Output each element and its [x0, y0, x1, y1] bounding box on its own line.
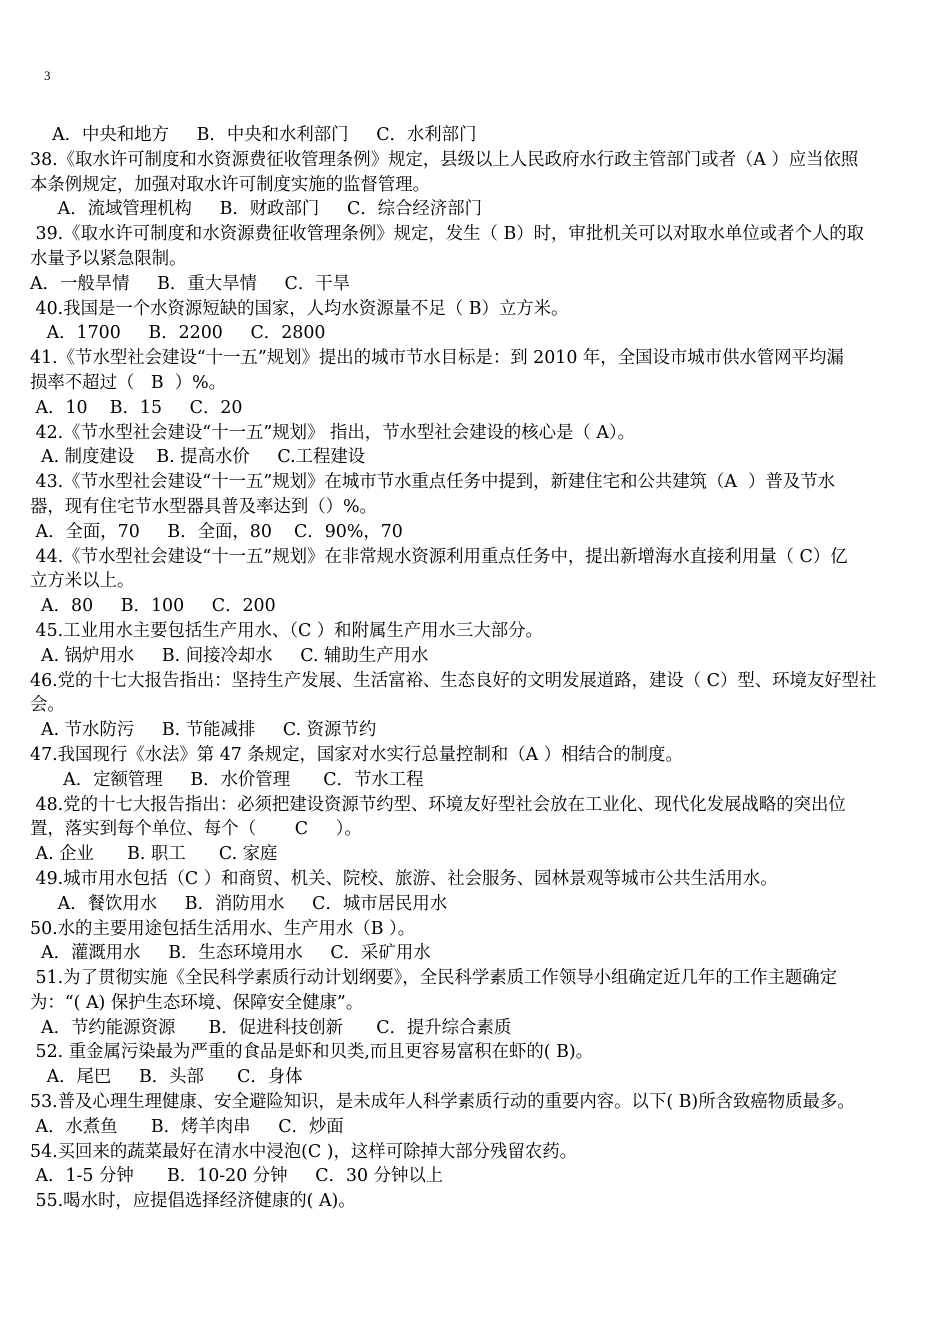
page-number: 3 — [44, 68, 51, 83]
text-line: 54.买回来的蔬菜最好在清水中浸泡(C )，这样可除掉大部分残留农药。 — [30, 1141, 578, 1162]
text-line: 41.《节水型社会建设“十一五”规划》提出的城市节水目标是：到 2010 年，全国设市城市供水管网平均漏 — [30, 348, 844, 369]
text-line: A．全面，70 B．全面，80 C．90%，70 — [30, 521, 403, 542]
text-line: 42.《节水型社会建设“十一五”规划》 指出，节水型社会建设的核心是（ A）。 — [30, 422, 635, 443]
document-body — [30, 123, 910, 1214]
text-line: 置，落实到每个单位、每个（ C ）。 — [30, 819, 362, 840]
text-line: 为：“( A) 保护生态环境、保障安全健康”。 — [30, 992, 364, 1013]
text-line: 50.水的主要用途包括生活用水、生产用水（B ）。 — [30, 918, 416, 939]
text-line: 本条例规定，加强对取水许可制度实施的监督管理。 — [30, 174, 430, 195]
text-line: A．10 B．15 C．20 — [30, 397, 243, 418]
text-line: 器，现有住宅节水型器具普及率达到（）%。 — [30, 496, 377, 517]
text-line: A．流域管理机构 B．财政部门 C．综合经济部门 — [30, 199, 482, 220]
text-line: A．水煮鱼 B．烤羊肉串 C．炒面 — [30, 1116, 344, 1137]
text-line: A. 锅炉用水 B. 间接冷却水 C. 辅助生产用水 — [30, 645, 429, 666]
text-line: A. 节水防污 B. 节能减排 C. 资源节约 — [30, 720, 377, 741]
text-line: A. 企业 B. 职工 C. 家庭 — [30, 844, 278, 865]
text-line: A．定额管理 B．水价管理 C．节水工程 — [30, 769, 424, 790]
text-line: 49.城市用水包括（C ）和商贸、机关、院校、旅游、社会服务、园林景观等城市公共生活用水。 — [30, 868, 778, 889]
text-line: 44.《节水型社会建设“十一五”规划》在非常规水资源利用重点任务中，提出新增海水直接利用量（ C）亿 — [30, 546, 848, 567]
text-line: 55.喝水时，应提倡选择经济健康的( A)。 — [30, 1191, 356, 1212]
text-line: 48.党的十七大报告指出：必须把建设资源节约型、环境友好型社会放在工业化、现代化发展战略的突出位 — [30, 794, 846, 815]
text-line: 水量予以紧急限制。 — [30, 248, 187, 269]
text-line: A．餐饮用水 B．消防用水 C．城市居民用水 — [30, 893, 448, 914]
text-line: 38.《取水许可制度和水资源费征收管理条例》规定，县级以上人民政府水行政主管部门或者（A ）应当依照 — [30, 149, 859, 170]
text-line: A．尾巴 B．头部 C．身体 — [30, 1067, 303, 1088]
text-line: A．1-5 分钟 B．10-20 分钟 C．30 分钟以上 — [30, 1166, 444, 1187]
text-line: A．80 B．100 C．200 — [30, 596, 276, 617]
text-line: A．1700 B．2200 C．2800 — [30, 323, 326, 344]
text-line: 会。 — [30, 695, 65, 716]
text-line: 39.《取水许可制度和水资源费征收管理条例》规定，发生（ B）时，审批机关可以对取水单位或者个人的取 — [30, 224, 865, 245]
text-line: A．中央和地方 B．中央和水利部门 C．水利部门 — [30, 125, 477, 145]
text-line: 立方米以上。 — [30, 571, 135, 592]
text-line: 53.普及心理生理健康、安全避险知识，是未成年人科学素质行动的重要内容。以下( B)所含致癌物质最多。 — [30, 1092, 855, 1113]
text-line: A. 制度建设 B. 提高水价 C.工程建设 — [30, 447, 366, 468]
text-line: A．灌溉用水 B．生态环境用水 C．采矿用水 — [30, 943, 431, 964]
text-line: 损率不超过（ B ）%。 — [30, 372, 227, 393]
text-line: 47.我国现行《水法》第 47 条规定，国家对水实行总量控制和（A ）相结合的制度。 — [30, 744, 683, 765]
text-line: 52. 重金属污染最为严重的食品是虾和贝类,而且更容易富积在虾的( B)。 — [30, 1042, 594, 1063]
text-line: 51.为了贯彻实施《全民科学素质行动计划纲要》，全民科学素质工作领导小组确定近几年的工作主题确定 — [30, 968, 838, 989]
text-line: A．节约能源资源 B．促进科技创新 C．提升综合素质 — [30, 1017, 512, 1038]
text-line: 45.工业用水主要包括生产用水、（C ）和附属生产用水三大部分。 — [30, 620, 543, 641]
text-line: 46.党的十七大报告指出：坚持生产发展、生活富裕、生态良好的文明发展道路，建设（ C）型、环境友好型社 — [30, 670, 877, 691]
text-line: 40.我国是一个水资源短缺的国家，人均水资源量不足（ B）立方米。 — [30, 298, 569, 319]
text-line: A．一般旱情 B．重大旱情 C．干旱 — [30, 273, 351, 294]
text-line: 43.《节水型社会建设“十一五”规划》在城市节水重点任务中提到，新建住宅和公共建筑（A ）普及节水 — [30, 472, 835, 493]
